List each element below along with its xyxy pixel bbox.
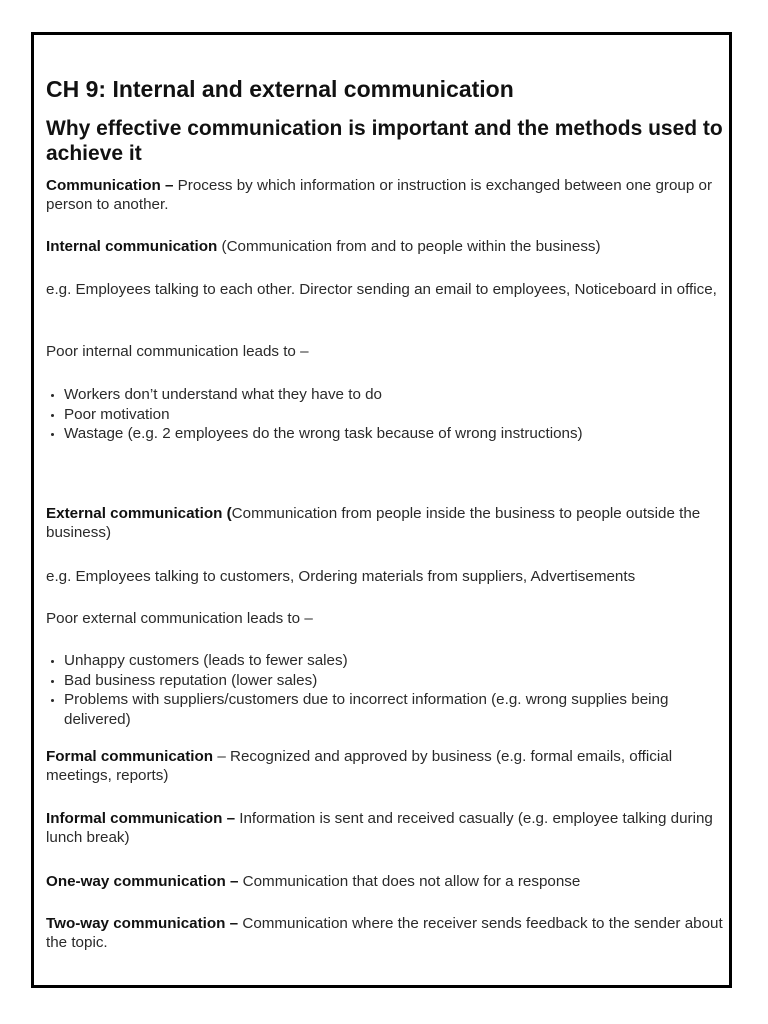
term: Internal communication (46, 238, 218, 255)
list-item: • Bad business reputation (lower sales) (64, 671, 736, 691)
definition: Communication from people inside the business to people outside the business) (46, 505, 701, 541)
internal-poor-list (46, 385, 736, 444)
list-item: • Poor motivation (64, 405, 736, 425)
external-poor-list (46, 651, 736, 729)
term: One-way communication – (46, 873, 239, 890)
definition-two-way (46, 914, 734, 952)
definition-formal (46, 747, 734, 785)
definition: Communication that does not allow for a response (238, 873, 581, 890)
definition-external (46, 504, 734, 542)
list-item: • Unhappy customers (leads to fewer sales) (64, 651, 736, 671)
definition: Process by which information or instruction is exchanged between one group or person to another. (46, 177, 713, 213)
definition-internal (46, 237, 734, 256)
term: Informal communication – (46, 810, 236, 827)
term: Two-way communication – (46, 915, 239, 932)
term: External communication ( (46, 505, 232, 522)
section-heading: Why effective communication is important and the methods used to achieve it (46, 117, 723, 165)
term: Communication – (46, 177, 174, 194)
definition: – Recognized and approved by business (e.g. formal emails, official meetings, reports) (46, 748, 673, 784)
term: Formal communication (46, 748, 214, 765)
external-poor-heading: Poor external communication leads to – (46, 610, 313, 627)
definition-communication (46, 176, 734, 214)
list-item: • Wastage (e.g. 2 employees do the wrong task because of wrong instructions) (64, 424, 736, 444)
definition: (Communication from and to people within the business) (217, 238, 601, 255)
internal-example: e.g. Employees talking to each other. Director sending an email to employees, Noticeboard in office, (46, 281, 717, 298)
page-title: CH 9: Internal and external communication (46, 76, 514, 102)
definition: Communication where the receiver sends feedback to the sender about the topic. (46, 915, 723, 951)
internal-poor-heading: Poor internal communication leads to – (46, 343, 309, 360)
external-example: e.g. Employees talking to customers, Ordering materials from suppliers, Advertisements (46, 568, 636, 585)
definition: Information is sent and received casually (e.g. employee talking during lunch break) (46, 810, 713, 846)
definition-one-way (46, 872, 734, 891)
list-item: • Workers don’t understand what they have to do (64, 385, 736, 405)
definition-informal (46, 809, 734, 847)
list-item: • Problems with suppliers/customers due to incorrect information (e.g. wrong supplies being delivered) (64, 690, 736, 729)
